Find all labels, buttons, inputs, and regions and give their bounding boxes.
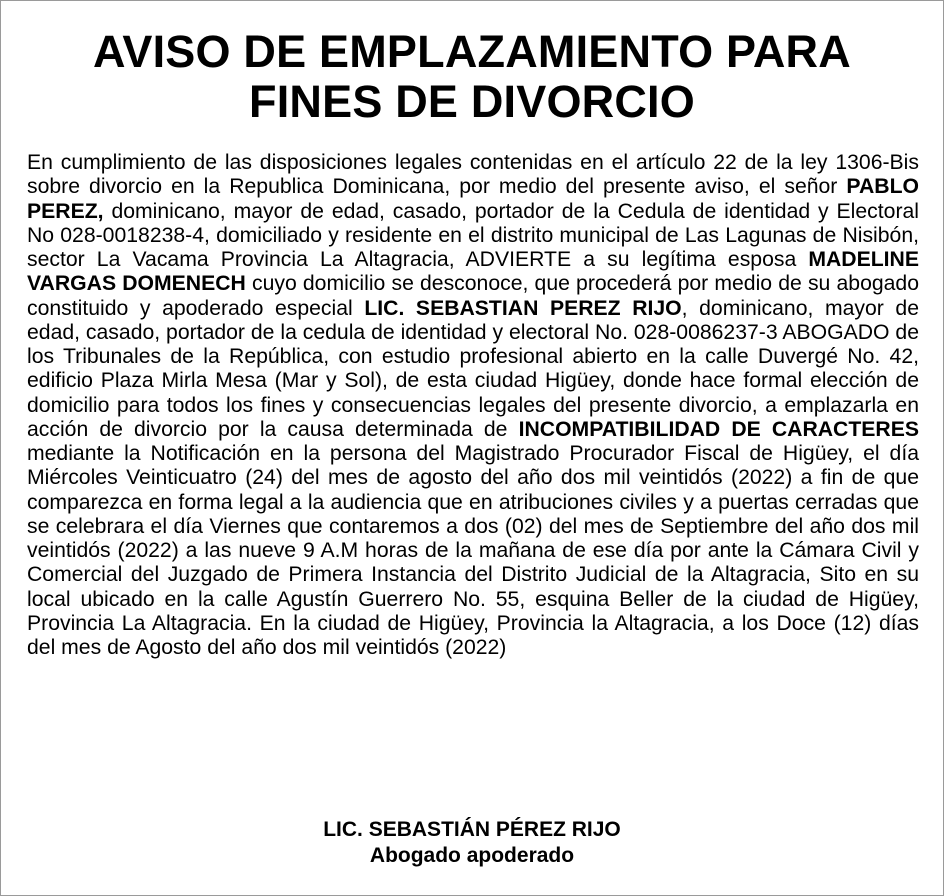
notice-title (1, 27, 943, 127)
lawyer-name: LIC. SEBASTIAN PEREZ RIJO (364, 296, 682, 320)
body-text-part-1: En cumplimiento de las disposiciones legales contenidas en el artículo 22 de la ley 1306-Bis sobre divorcio en la Republica Dominicana, por medio del presente aviso, el señor (27, 151, 919, 199)
respondent-name: MADELINE VARGAS DOMENECH (27, 248, 919, 296)
signature-role: Abogado apoderado (369, 844, 575, 867)
body-text-part-4: , dominicano, mayor de edad, casado, portador de la cedula de identidad y electoral No. 028-0086237-3 ABOGADO de los Tribunales de la República, con estudio profesional abierto en la calle Duvergé No. 42, edificio Plaza Mirla Mesa (Mar y Sol), de esta ciudad Higüey, donde hace formal elección de domicilio para todos los fines y consecuencias legales del presente divorcio, a emplazarla en acción de divorcio por la causa determinada de (27, 296, 919, 441)
notice-title-line-1: AVISO DE EMPLAZAMIENTO PARA (93, 26, 851, 77)
body-text-part-5: mediante la Notificación en la persona del Magistrado Procurador Fiscal de Higüey, el día Miércoles Veinticuatro (24) del mes de agosto del año dos mil veintidós (2022) a fin de que comparezca en forma legal a la audiencia que en atribuciones civiles y a puertas cerradas que se celebrara el día Viernes que contaremos a dos (02) del mes de Septiembre del año dos mil veintidós (2022) a las nueve 9 A.M horas de la mañana de ese día por ante la Cámara Civil y Comercial del Juzgado de Primera Instancia del Distrito Judicial de la Altagracia, Sito en su local ubicado en la calle Agustín Guerrero No. 55, esquina Beller de la ciudad de Higüey, Provincia La Altagracia. En la ciudad de Higüey, Provincia la Altagracia, a los Doce (12) días del mes de Agosto del año dos mil veintidós (2022) (27, 442, 919, 659)
divorce-cause: INCOMPATIBILIDAD DE CARACTERES (518, 417, 919, 441)
body-text-part-3: cuyo domicilio se desconoce, que procederá por medio de su abogado constituido y apoderado especial (27, 272, 919, 320)
body-text-part-2: dominicano, mayor de edad, casado, portador de la Cedula de identidad y Electoral No 028-0018238-4, domiciliado y residente en el distrito municipal de Las Lagunas de Nisibón, sector La Vacama Provincia La Altagracia, ADVIERTE a su legítima esposa (27, 199, 919, 271)
signature-name: LIC. SEBASTIÁN PÉREZ RIJO (323, 818, 621, 841)
petitioner-name: PABLO PEREZ, (27, 175, 919, 223)
notice-title-line-2: FINES DE DIVORCIO (249, 76, 695, 127)
signature-block (1, 817, 943, 869)
notice-body (27, 151, 919, 660)
